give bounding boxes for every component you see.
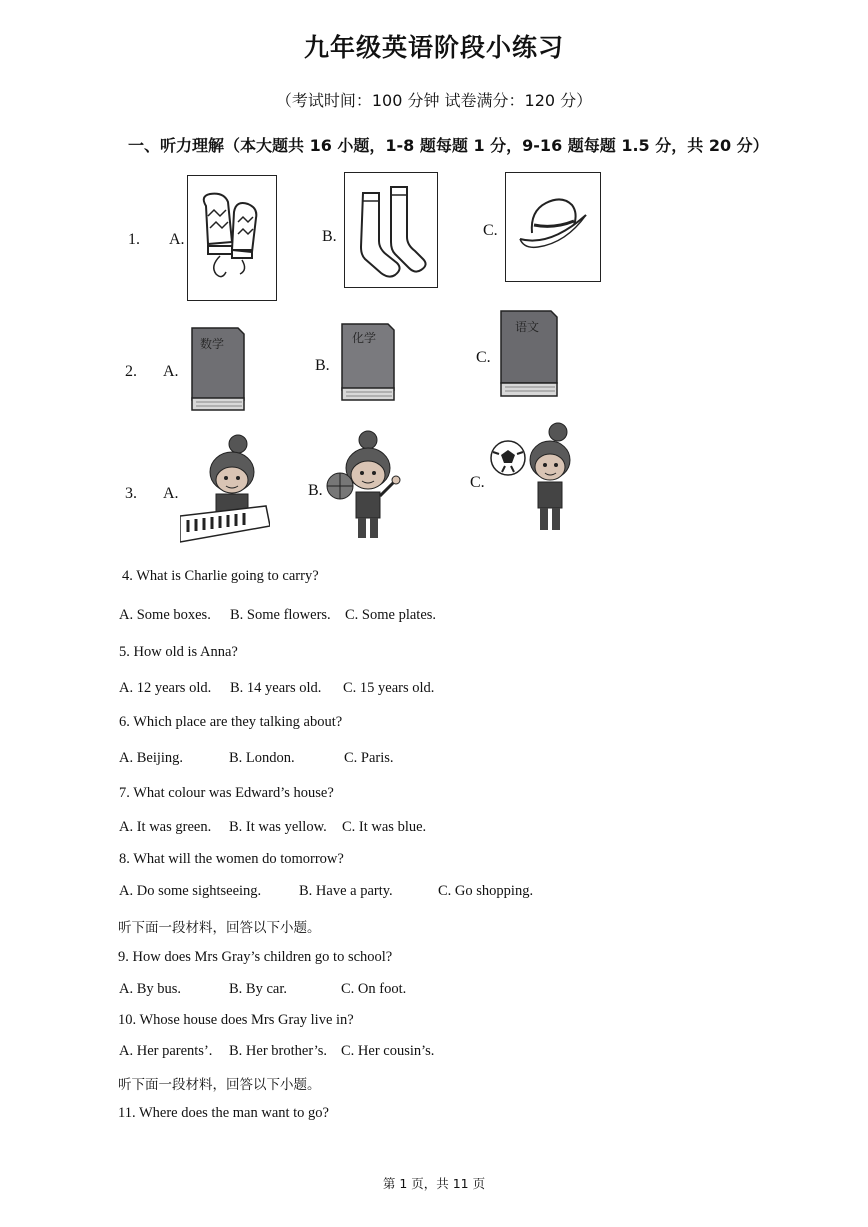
- option-b: B. London.: [229, 750, 295, 766]
- girl-piano-icon: [180, 432, 270, 548]
- page-title: 九年级英语阶段小练习: [303, 33, 564, 62]
- option-c: C. Her cousin’s.: [341, 1043, 435, 1059]
- option-a: A. 12 years old.: [119, 680, 212, 696]
- math-book-icon: [186, 322, 248, 414]
- option-a: A. It was green.: [119, 819, 212, 835]
- question-text: 6. Which place are they talking about?: [119, 714, 343, 730]
- option-label: B.: [308, 482, 323, 499]
- option-a: A. Some boxes.: [119, 607, 211, 623]
- option-label: A.: [163, 363, 179, 380]
- mittens-icon: [187, 175, 277, 301]
- page-footer: 第 1 页，共 11 页: [382, 1176, 486, 1191]
- socks-icon: [344, 172, 438, 288]
- option-label: A.: [169, 231, 185, 248]
- question-number: 2.: [125, 363, 137, 380]
- option-label: C.: [470, 474, 485, 491]
- option-label: C.: [476, 349, 491, 366]
- girl-football-icon: [488, 420, 574, 536]
- question-text: 7. What colour was Edward’s house?: [119, 785, 334, 801]
- option-b: B. Have a party.: [299, 883, 393, 899]
- instruction-text: 听下面一段材料，回答以下小题。: [118, 1077, 321, 1093]
- question-number: 1.: [128, 231, 140, 248]
- option-c: C. It was blue.: [342, 819, 427, 835]
- chinese-book-icon: [497, 307, 563, 401]
- hat-icon: [505, 172, 601, 282]
- option-b: B. It was yellow.: [229, 819, 327, 835]
- option-a: A. Her parents’.: [119, 1043, 213, 1059]
- question-text: 11. Where does the man want to go?: [118, 1105, 329, 1121]
- exam-info: （考试时间：100 分钟 试卷满分：120 分）: [275, 91, 593, 110]
- option-b: B. Some flowers.: [230, 607, 331, 623]
- option-c: C. Some plates.: [345, 607, 437, 623]
- book-label: 数学: [200, 337, 225, 351]
- option-label: B.: [322, 228, 337, 245]
- option-b: B. 14 years old.: [230, 680, 322, 696]
- question-number: 3.: [125, 485, 137, 502]
- section-heading: 一、听力理解（本大题共 16 小题，1-8 题每题 1 分，9-16 题每题 1.5 分，共 20 分）: [128, 136, 769, 155]
- option-a: A. Beijing.: [119, 750, 184, 766]
- instruction-text: 听下面一段材料，回答以下小题。: [118, 920, 321, 936]
- option-c: C. 15 years old.: [343, 680, 435, 696]
- option-b: B. By car.: [229, 981, 287, 997]
- option-c: C. On foot.: [341, 981, 407, 997]
- book-label: 语文: [515, 320, 540, 334]
- option-label: A.: [163, 485, 179, 502]
- question-text: 10. Whose house does Mrs Gray live in?: [118, 1012, 354, 1028]
- question-text: 8. What will the women do tomorrow?: [119, 851, 344, 867]
- girl-basketball-icon: [324, 428, 408, 544]
- option-c: C. Paris.: [344, 750, 394, 766]
- question-text: 4. What is Charlie going to carry?: [122, 568, 319, 584]
- chemistry-book-icon: [338, 320, 400, 404]
- book-label: 化学: [352, 331, 377, 345]
- option-label: B.: [315, 357, 330, 374]
- question-text: 5. How old is Anna?: [119, 644, 238, 660]
- option-c: C. Go shopping.: [438, 883, 534, 899]
- option-label: C.: [483, 222, 498, 239]
- question-text: 9. How does Mrs Gray’s children go to school?: [118, 949, 393, 965]
- option-a: A. By bus.: [119, 981, 182, 997]
- option-a: A. Do some sightseeing.: [119, 883, 262, 899]
- option-b: B. Her brother’s.: [229, 1043, 327, 1059]
